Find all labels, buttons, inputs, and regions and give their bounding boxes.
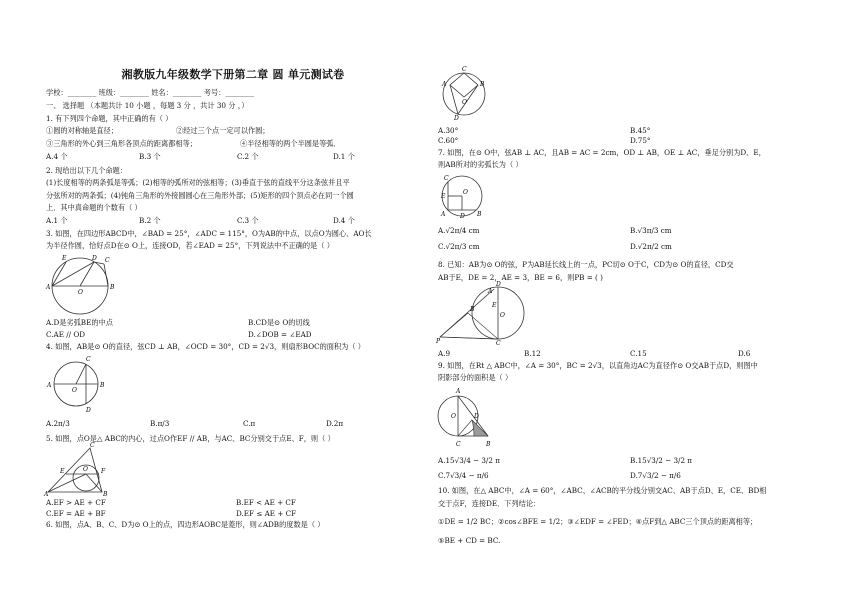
q3-label-a: A xyxy=(46,284,51,291)
q7-label-d: D xyxy=(460,213,465,220)
q9-label-b: B xyxy=(486,441,491,448)
q4-stem: 4. 如图，AB是⊙ O的直径，弦CD ⊥ AB，∠OCD = 30°，CD = 2√3，则扇形BOC的面积为（ ） xyxy=(46,342,365,351)
q5-label-c: C xyxy=(90,442,95,449)
q7-option-c[interactable]: C.√2π/3 cm xyxy=(438,242,480,251)
q3-line-1: 3. 如图，在四边形ABCD中，∠BAD = 25°，∠ADC = 115°，O为AB的中点，以点O为圆心、AO长 xyxy=(46,229,372,238)
q4-figure xyxy=(44,354,108,416)
q4-option-a[interactable]: A.2π/3 xyxy=(46,419,70,428)
q2-line-3: 分弦所对的两条弧；(4)钝角三角形的外接圆圆心在三角形外部；(5)矩形的四个顶点必在同一个圆 xyxy=(46,191,354,200)
q7-option-b[interactable]: B.√3π/3 cm xyxy=(630,226,672,235)
q3-option-b[interactable]: B.CD是⊙ O的切线 xyxy=(248,318,310,327)
q5-stem: 5. 如图，点O是△ ABC的内心，过点O作EF // AB，与AC、BC分别交于点E、F，则（ ） xyxy=(46,434,335,443)
q6-option-c[interactable]: C.60° xyxy=(438,136,459,145)
q3-option-d[interactable]: D.∠DOB = ∠EAD xyxy=(248,330,312,339)
q5-option-d[interactable]: D.EF ≤ AE + CF xyxy=(236,509,297,518)
q9-option-c[interactable]: C.7√3/4 − π/6 xyxy=(438,471,489,480)
q5-figure xyxy=(44,444,110,496)
q8-line-2: AB于E，DE = 2，AE = 3，BE = 6，则PB = ( ) xyxy=(438,273,603,282)
q2-option-b[interactable]: B.2 个 xyxy=(139,216,161,225)
q1-option-a[interactable]: A.4 个 xyxy=(46,152,68,161)
q4-option-b[interactable]: B.π/3 xyxy=(150,419,170,428)
q3-option-a[interactable]: A.D是劣弧BE的中点 xyxy=(46,318,113,327)
q5-option-b[interactable]: B.EF < AE + CF xyxy=(236,498,296,507)
header-info: 学校：________ 班级：________ 姓名：________ 考号：________ xyxy=(46,88,255,97)
q4-label-d: D xyxy=(86,407,91,414)
q6-option-b[interactable]: B.45° xyxy=(630,126,651,135)
q6-option-a[interactable]: A.30° xyxy=(438,126,459,135)
q8-option-d[interactable]: D.6 xyxy=(738,349,751,358)
q9-label-c: C xyxy=(456,441,461,448)
q7-figure xyxy=(438,172,486,220)
q6-label-b: B xyxy=(480,81,485,88)
q1-statement-3: ③三角形的外心到三角形各顶点的距离都相等； xyxy=(46,139,197,148)
q3-label-d: D xyxy=(92,255,97,262)
q2-option-c[interactable]: C.3 个 xyxy=(237,216,259,225)
q6-stem: 6. 如图，点A、B、C、D为⊙ O上的点，四边形AOBC是菱形，则∠ADB的度数是（ ） xyxy=(46,520,325,529)
q6-figure xyxy=(438,66,490,122)
q9-line-1: 9. 如图，在Rt △ ABC中，∠A = 30°，BC = 2√3，以直角边AC为直径作⊙ O交AB于点D，则图中 xyxy=(438,361,758,370)
q1-option-d[interactable]: D.1 个 xyxy=(333,152,355,161)
q9-option-d[interactable]: D.7√3/2 − π/6 xyxy=(630,471,681,480)
q8-option-b[interactable]: B.12 xyxy=(524,349,541,358)
q2-line-2: (1)长度相等的两条弧是等弧；(2)相等的弧所对的弦相等；(3)垂直于弦的直线平分这条弦并且平 xyxy=(46,178,350,187)
q5-option-a[interactable]: A.EF > AE + CF xyxy=(46,498,106,507)
q7-label-o: O xyxy=(463,189,468,196)
q7-option-d[interactable]: D.√2π/2 cm xyxy=(630,242,672,251)
q9-figure xyxy=(436,386,494,450)
q6-option-d[interactable]: D.75° xyxy=(630,136,651,145)
q7-line-2: 则AB所对的劣弧长为（ ） xyxy=(438,160,523,169)
q3-label-b: B xyxy=(110,284,115,291)
section-heading: 一、 选择题 （本题共计 10 小题 ，每题 3 分 ，共计 30 分 ，） xyxy=(46,101,249,110)
q1-statement-2: ②经过三个点一定可以作圆； xyxy=(176,126,270,135)
q8-line-1: 8. 已知：AB为⊙ O的弦，P为AB延长线上的一点，PC切⊙ O于C，CD为⊙ O的直径，CD交 xyxy=(438,260,734,269)
q4-option-c[interactable]: C.π xyxy=(243,419,256,428)
q8-label-a: A xyxy=(488,288,493,295)
page-title: 湘教版九年级数学下册第二章 圆 单元测试卷 xyxy=(121,68,345,81)
q9-label-a: A xyxy=(456,388,461,395)
q6-label-a: A xyxy=(442,81,447,88)
q9-option-b[interactable]: B.15√3/2 − 3/2 π xyxy=(630,456,693,465)
q10-line-4: ⑤BE + CD = BC. xyxy=(438,536,501,545)
q8-option-a[interactable]: A.9 xyxy=(438,349,451,358)
q5-option-c[interactable]: C.EF = AE + BF xyxy=(46,509,106,518)
q10-line-1: 10. 如图，在△ ABC中，∠A = 60°，∠ABC、∠ACB的平分线分别交AC、AB于点D、E，CE、BD相 xyxy=(438,486,767,495)
q3-label-e: E xyxy=(62,255,67,262)
q9-option-a[interactable]: A.15√3/4 − 3/2 π xyxy=(438,456,500,465)
q5-label-o: O xyxy=(83,466,88,473)
q5-label-a: A xyxy=(44,491,49,498)
q10-line-2: 交于点F，连接DE．下列结论： xyxy=(438,499,541,508)
q7-label-c: C xyxy=(444,175,449,182)
q8-figure xyxy=(436,283,528,345)
q9-label-o: O xyxy=(451,413,456,420)
q1-statement-4: ④半径相等的两个半圆是等弧． xyxy=(240,139,341,148)
q7-line-1: 7. 如图，在⊙ O中，弦AB ⊥ AC，且AB = AC = 2cm，OD ⊥ AB，OE ⊥ AC，垂足分别为D、E， xyxy=(438,148,766,157)
q3-option-c[interactable]: C.AE // OD xyxy=(46,330,86,339)
q8-label-d: D xyxy=(496,281,501,288)
q4-label-b: B xyxy=(100,382,105,389)
q2-line-1: 2. 现给出以下几个命题： xyxy=(46,166,128,175)
q2-line-4: 上．其中真命题的个数有（ ） xyxy=(46,203,142,212)
q3-figure xyxy=(44,252,120,316)
q1-option-b[interactable]: B.3 个 xyxy=(139,152,161,161)
q8-label-b: B xyxy=(470,306,475,313)
q9-line-2: 阴影部分的面积是（ ） xyxy=(438,373,513,382)
q3-line-2: 为半径作圆，恰好点D在⊙ O上，连接OD，若∠EAD = 25°，下列说法中不正确的是（ ） xyxy=(46,241,334,250)
q2-option-a[interactable]: A.1 个 xyxy=(46,216,68,225)
q10-line-3: ①DE = 1/2 BC；②cos∠BFE = 1/2；③∠EDF = ∠FED；④点F到△ ABC三个顶点的距离相等； xyxy=(438,517,758,526)
q4-option-d[interactable]: D.2π xyxy=(326,419,344,428)
q5-label-f: F xyxy=(101,468,106,475)
q6-label-o: O xyxy=(462,99,467,106)
q1-option-c[interactable]: C.2 个 xyxy=(237,152,259,161)
q7-label-e: E xyxy=(441,193,446,200)
q4-label-a: A xyxy=(47,382,52,389)
q5-label-b: B xyxy=(103,491,108,498)
q2-option-d[interactable]: D.4 个 xyxy=(333,216,355,225)
q6-label-c: C xyxy=(462,66,467,73)
q3-label-o: O xyxy=(78,289,83,296)
q3-label-c: C xyxy=(105,257,110,264)
q8-label-o: O xyxy=(500,312,505,319)
q8-label-e: E xyxy=(492,302,497,309)
q8-label-p: P xyxy=(436,338,441,345)
q7-label-b: B xyxy=(477,211,482,218)
q1-stem: 1. 有下列四个命题，其中正确的有（ ） xyxy=(46,114,173,123)
q8-option-c[interactable]: C.15 xyxy=(630,349,647,358)
q7-label-a: A xyxy=(441,211,446,218)
q4-label-c: C xyxy=(86,356,91,363)
q4-label-o: O xyxy=(72,387,77,394)
q1-statement-1: ①圆的对称轴是直径； xyxy=(46,126,118,135)
q8-label-c: C xyxy=(496,340,501,347)
q7-option-a[interactable]: A.√2π/4 cm xyxy=(438,226,480,235)
q5-label-e: E xyxy=(60,468,65,475)
q9-label-d: D xyxy=(474,413,479,420)
q6-label-d: D xyxy=(454,115,459,122)
